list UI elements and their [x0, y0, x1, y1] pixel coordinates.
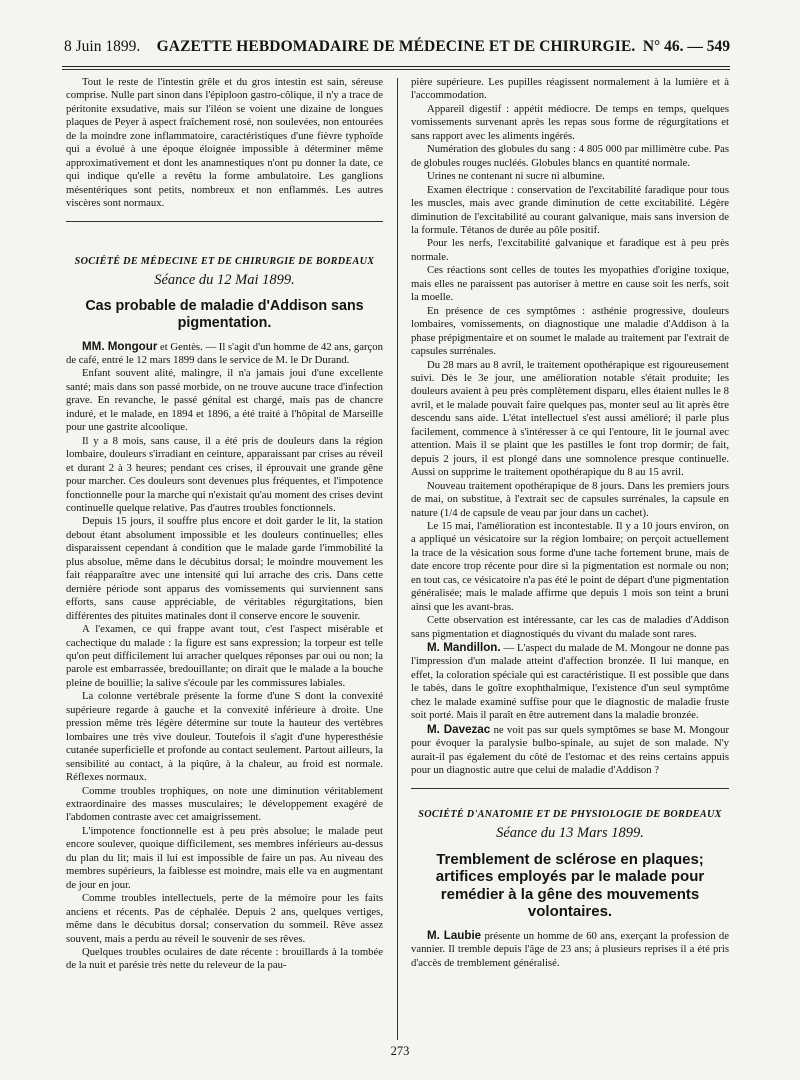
seance-date: Séance du 12 Mai 1899. — [154, 272, 295, 289]
speaker-name: MM. Mongour — [82, 339, 158, 353]
paragraph: Comme troubles trophiques, on note une diminution véritablement extraordinaire des masses musculaires; le développement exagéré de l'abdomen contraste avec cet amaigrissement. — [66, 784, 383, 824]
header-rule-thin — [62, 69, 730, 70]
paragraph: La colonne vertébrale présente la forme d'une S dont la convexité supérieure regarde à gauche et la convexité inférieure à droite. Une pression même très légère détermine sur toute la hauteur des vertèbres lombaires une très vive douleur. Toutefois il s'agit d'une hyperesthésie cutanée superficielle et profonde au contact seulement. Partout ailleurs, la sensibilité au contact, à la piqûre, à la chaleur, au froid est normale. Réflexes normaux. — [66, 690, 383, 784]
running-header — [62, 38, 730, 62]
paragraph: pière supérieure. Les pupilles réagissent normalement à la lumière et à l'accommodation. — [411, 76, 729, 102]
paragraph — [411, 723, 729, 778]
paragraph-text: ne voit pas sur quels symptômes se base M. Mongour pour évoquer la paralysie bulbo-spinale, au sujet de son malade. N'y aurait-il pas également du côté de l'estomac et des reins certains appuis pour un diagnostic autre que celui de maladie d'Addison ? — [411, 723, 730, 777]
paragraph: Appareil digestif : appétit médiocre. De temps en temps, quelques vomissements survenant après les repas sous forme de régurgitations et sans rapport avec les aliments ingérés. — [411, 102, 729, 142]
header-rule — [62, 66, 730, 67]
paragraph-text: et Gentès. — Il s'agit d'un homme de 42 ans, garçon de café, entré le 12 mars 1899 dans le service de M. le Dr Durand. — [66, 340, 383, 367]
society-heading: SOCIÉTÉ D'ANATOMIE ET DE PHYSIOLOGIE DE BORDEAUX — [418, 808, 722, 820]
header-date: 8 Juin 1899. — [64, 38, 141, 55]
article-title: Tremblement de sclérose en plaques; artifices employés par le malade pour remédier à la gêne des mouvements volontaires. — [435, 850, 705, 921]
paragraph: Depuis 15 jours, il souffre plus encore et doit garder le lit, la station debout étant absolument impossible et les douleurs continuelles; elles disparaissent cependant à condition que le malade garde l'immobilité la plus absolue, même dans le décubitus dorsal; le moindre mouvement les fait réapparaître avec une intensité qui lui arrache des cris. Dans cette dernière période sont apparus des vomissements qui surviennent sans efforts, sans cause appréciable, de véritables régurgitations, bien différentes des pituites matinales dont il conserve encore le souvenir. — [66, 515, 383, 622]
paragraph: Le 15 mai, l'amélioration est incontestable. Il y a 10 jours environ, on a appliqué un vésicatoire sur la région lombaire; on perçoit actuellement la trace de la vésication sous forme d'une tache fortement brune, mais de date encore trop récente pour dire si la pigmentation est normale ou non; en tout cas, ce vésicatoire n'a pas été le point de départ d'une pigmentation généralisée; mais le malade affirme que depuis 1 mois son teint a bruni ainsi que les avant-bras. — [411, 519, 729, 613]
paragraph: Cette observation est intéressante, car les cas de maladies d'Addison sans pigmentation et diagnostiqués du vivant du malade sont rares. — [411, 614, 729, 640]
paragraph: Nouveau traitement opothérapique de 8 jours. Dans les premiers jours de mai, on substitue, à l'extrait sec de capsules surrénales, la capsule en nature (1/4 de capsule de veau par jour dans un cachet). — [411, 479, 729, 519]
paragraph: Quelques troubles oculaires de date récente : brouillards à la tombée de la nuit et parésie très nette du releveur de la pau- — [66, 945, 383, 972]
section-divider — [66, 221, 383, 222]
seance-date: Séance du 13 Mars 1899. — [496, 825, 644, 842]
column-divider — [397, 78, 398, 1040]
paragraph: Examen électrique : conservation de l'excitabilité faradique pour tous les muscles, mais avec grande diminution de cette excitabilité. Légère diminution de l'excitabilité au courant galvanique, mais sans inversion de la formule. Tétanos de durée au pôle positif. — [411, 183, 729, 236]
right-column — [411, 76, 729, 970]
paragraph: Il y a 8 mois, sans cause, il a été pris de douleurs dans la région lombaire, douleurs s'irradiant en ceinture, apparaissant par crises au réveil et durant 2 à 3 heures; pendant ces crises, il éprouvait une grande gêne pour marcher. Ces douleurs sont devenues plus fréquentes, et l'impotence fonctionnelle pour la marche qui n'existait qu'au moment des crises devint continuelle quelque relative. Pas d'autres troubles fonctionnels. — [66, 434, 383, 515]
left-column — [66, 76, 383, 973]
speaker-name: M. Davezac — [427, 722, 491, 736]
paragraph: Numération des globules du sang : 4 805 000 par millimètre cube. Pas de globules rouges nucléés. Globules blancs en quantité normale. — [411, 143, 729, 169]
issue-page-number: N° 46. — 549 — [642, 38, 730, 55]
paragraph — [411, 929, 729, 970]
page-folio: 273 — [390, 1044, 410, 1058]
paragraph-text: présente un homme de 60 ans, exerçant la profession de vannier. Il tremble depuis l'âge de 23 ans; à plusieurs reprises il a été pris d'accès de tremblement généralisé. — [411, 929, 729, 969]
paragraph — [411, 641, 729, 723]
paragraph: Ces réactions sont celles de toutes les myopathies d'origine toxique, mais elles ne paraissent pas autoriser à mettre en cause soit les nerfs, soit la moelle. — [411, 264, 729, 304]
society-heading: SOCIÉTÉ DE MÉDECINE ET DE CHIRURGIE DE BORDEAUX — [74, 255, 375, 267]
paragraph: Pour les nerfs, l'excitabilité galvanique et faradique est à peu près normale. — [411, 237, 729, 263]
article-title: Cas probable de maladie d'Addison sans pigmentation. — [85, 297, 364, 331]
intro-paragraph: Tout le reste de l'intestin grêle et du gros intestin est sain, séreuse comprise. Nulle part sinon dans l'épiploon gastro-côlique, il n'y a trace de péritonite exsudative, mais sur l'iléon se voient une dizaine de longues plaques de Peyer à aspect fraîchement rosé, non soulevées, non entourées de la moindre zone inflammatoire, caractéristiques d'une fièvre typhoïde qui a évolué à une époque éloignée impossible à déterminer même approximativement et dont les anamnestiques n'ont pu donner la date, ce qui indique qu'elle a revêtu la forme ambulatoire. Les ganglions mésentériques sont petits, nombreux et non enflammés. Les autres viscères sont normaux. — [66, 76, 383, 210]
journal-title: GAZETTE HEBDOMADAIRE DE MÉDECINE ET DE CHIRURGIE. — [156, 38, 636, 55]
speaker-name: M. Mandillon. — [427, 641, 501, 655]
paragraph: Urines ne contenant ni sucre ni albumine. — [427, 170, 605, 183]
paragraph-text: — L'aspect du malade de M. Mongour ne donne pas l'impression d'un malade atteint d'affection bronzée. Il lui manque, en effet, la coloration spéciale qui est caractéristique. Il est possible que dans le tabès, dans le goître exophthalmique, l'existence d'un seul symptôme chez le malade examiné suffise pour que le diagnostic de maladie fruste soit porté. Mais il paraît en être autrement dans la maladie bronzée. — [411, 642, 730, 722]
speaker-name: M. Laubie — [427, 928, 482, 942]
section-divider — [411, 788, 729, 789]
paragraph: A l'examen, ce qui frappe avant tout, c'est l'aspect misérable et cachectique du malade : la figure est sans expression; la torpeur est telle qu'on peut difficilement lui arracher quelques réponses par oui ou non; la parole est embarrassée, bredouillante; on dirait que le malade a la bouche pleine de bouillie; la salive s'écoule par les commissures labiales. — [66, 623, 383, 689]
paragraph: En présence de ces symptômes : asthénie progressive, douleurs lombaires, vomissements, on diagnostique une maladie d'Addison à la phase prépigmentaire et on soumet le malade au traitement par l'extrait de capsules surrénales. — [411, 304, 729, 358]
paragraph — [66, 340, 383, 368]
paragraph: Enfant souvent alité, malingre, il n'a jamais joui d'une excellente santé; mais dans son passé morbide, on ne trouve aucune trace d'infection grave. En revanche, le passé génital est chargé, mais pas de chancre induré, et le malade, en 1894 et 1896, a été traité à l'hôpital de Marseille pour une gastrite alcoolique. — [66, 367, 383, 434]
paragraph: Du 28 mars au 8 avril, le traitement opothérapique est rigoureusement suivi. Dès le 3e jour, une amélioration notable s'était produite; les douleurs avaient à peu près complètement disparu, elles étaient nulles le 8 avril, et le malade pouvait faire quelques pas, monter seul au lit après être descendu sans aide. L'état intellectuel s'est aussi amélioré; il parle plus facilement, commence à s'intéresser à ce qui l'entoure, lit le journal avec attention. Mais il se plaint que les pastilles le font trop dormir; de fait, depuis 2 jours, il est plongé dans une somnolence presque continuelle. Aussi on supprime le traitement opothérapique du 8 au 15 avril. — [411, 358, 729, 479]
paragraph: L'impotence fonctionnelle est à peu près absolue; le malade peut encore soulever, quoique difficilement, ses membres inférieurs au-dessus du plan du lit; mais il lui est impossible de faire un pas. Au niveau des membres supérieurs, la faiblesse est moindre, mais elle va en augmentant de jour en jour. — [66, 824, 383, 891]
paragraph: Comme troubles intellectuels, perte de la mémoire pour les faits anciens et récents. Pas de céphalée. Depuis 2 ans, quelques vertiges, même dans le décubitus dorsal; conservation du sommeil. Rêve assez souvent, mais a perdu au réveil le souvenir de ses rêves. — [66, 892, 383, 945]
